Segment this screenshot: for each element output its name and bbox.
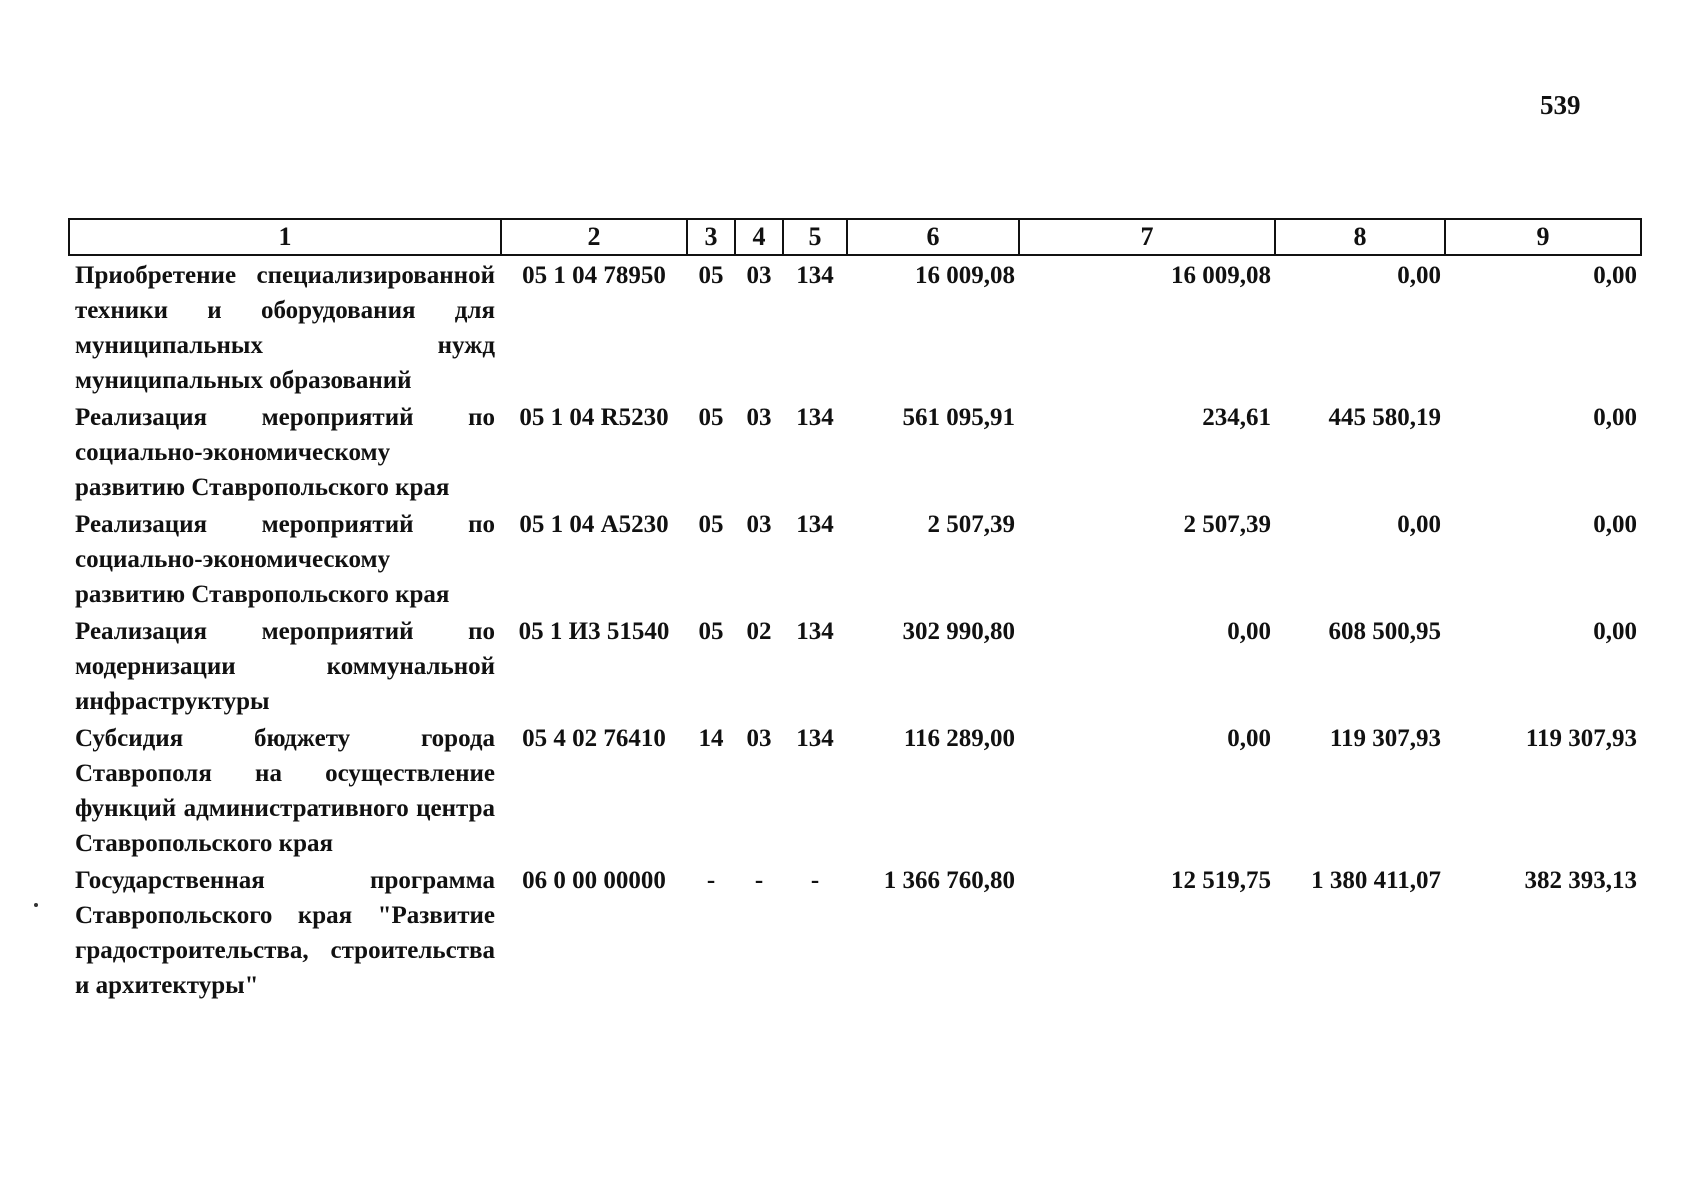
row-code: 05 1 04 R5230: [519, 404, 669, 431]
row-kind: 134: [796, 511, 834, 538]
row-code: 05 4 02 76410: [522, 725, 666, 752]
column-header: 5: [783, 219, 847, 255]
row-value-9: 0,00: [1593, 511, 1637, 538]
row-section: -: [706, 867, 716, 894]
row-value-7: 16 009,08: [1171, 262, 1271, 289]
row-value-9: 382 393,13: [1524, 867, 1637, 894]
row-value-8: 119 307,93: [1329, 725, 1441, 752]
row-kind: -: [810, 867, 820, 894]
row-value-6: 561 095,91: [902, 404, 1015, 431]
column-header: 1: [69, 219, 501, 255]
row-value-8: 1 380 411,07: [1311, 867, 1441, 894]
table-row: [69, 612, 1641, 719]
column-header: 8: [1275, 219, 1445, 255]
row-name: Приобретение специализированной техники и оборудования для муниципальных нужд муниципальных образований: [75, 262, 495, 394]
row-kind: 134: [796, 404, 834, 431]
row-name: Реализация мероприятий по модернизации коммунальной инфраструктуры: [75, 618, 495, 715]
row-value-9: 0,00: [1593, 618, 1637, 645]
row-section: 05: [698, 404, 724, 431]
table-row: [69, 398, 1641, 505]
row-kind: 134: [796, 262, 834, 289]
row-code: 06 0 00 00000: [522, 867, 666, 894]
row-section: 05: [698, 511, 724, 538]
table-header-row: [69, 219, 1641, 255]
column-header: 9: [1445, 219, 1641, 255]
row-value-7: 2 507,39: [1183, 511, 1271, 538]
page-number: 539: [1540, 90, 1581, 120]
row-value-9: 119 307,93: [1525, 725, 1637, 752]
row-value-6: 116 289,00: [903, 725, 1015, 752]
row-section: 05: [698, 618, 724, 645]
scan-dot-mark: [34, 903, 38, 907]
row-value-7: 234,61: [1202, 404, 1271, 431]
row-subsection: 02: [746, 618, 772, 645]
row-code: 05 1 04 А5230: [519, 511, 669, 538]
row-value-6: 16 009,08: [915, 262, 1015, 289]
row-value-7: 12 519,75: [1171, 867, 1271, 894]
column-header: 6: [847, 219, 1019, 255]
column-header: 2: [501, 219, 687, 255]
table-row: [69, 255, 1641, 398]
column-header: 4: [735, 219, 783, 255]
row-section: 14: [698, 725, 724, 752]
column-header: 3: [687, 219, 735, 255]
row-subsection: 03: [746, 511, 772, 538]
row-kind: 134: [796, 725, 834, 752]
row-kind: 134: [796, 618, 834, 645]
table-row: [69, 719, 1641, 861]
row-name: Реализация мероприятий по социально-экономическому развитию Ставропольского края: [75, 404, 495, 501]
row-value-8: 445 580,19: [1328, 404, 1441, 431]
row-value-8: 0,00: [1397, 262, 1441, 289]
budget-table: [68, 218, 1642, 1003]
row-value-7: 0,00: [1227, 725, 1271, 752]
row-subsection: 03: [746, 725, 772, 752]
row-value-6: 302 990,80: [902, 618, 1015, 645]
row-name: Субсидия бюджету города Ставрополя на осуществление функций административного центра Ставропольского края: [75, 725, 495, 857]
row-value-7: 0,00: [1227, 618, 1271, 645]
row-subsection: 03: [746, 262, 772, 289]
row-value-9: 0,00: [1593, 404, 1637, 431]
column-header: 7: [1019, 219, 1275, 255]
row-value-6: 1 366 760,80: [883, 867, 1015, 894]
row-subsection: -: [754, 867, 764, 894]
row-code: 05 1 04 78950: [522, 262, 666, 289]
table-row: [69, 861, 1641, 1003]
row-value-6: 2 507,39: [927, 511, 1015, 538]
row-value-8: 608 500,95: [1328, 618, 1441, 645]
row-section: 05: [698, 262, 724, 289]
row-subsection: 03: [746, 404, 772, 431]
row-code: 05 1 И3 51540: [518, 618, 670, 645]
table-row: [69, 505, 1641, 612]
row-value-8: 0,00: [1397, 511, 1441, 538]
row-value-9: 0,00: [1593, 262, 1637, 289]
row-name: Реализация мероприятий по социально-экономическому развитию Ставропольского края: [75, 511, 495, 608]
row-name: Государственная программа Ставропольского края "Развитие градостроительства, строительства и архитектуры": [75, 867, 495, 999]
